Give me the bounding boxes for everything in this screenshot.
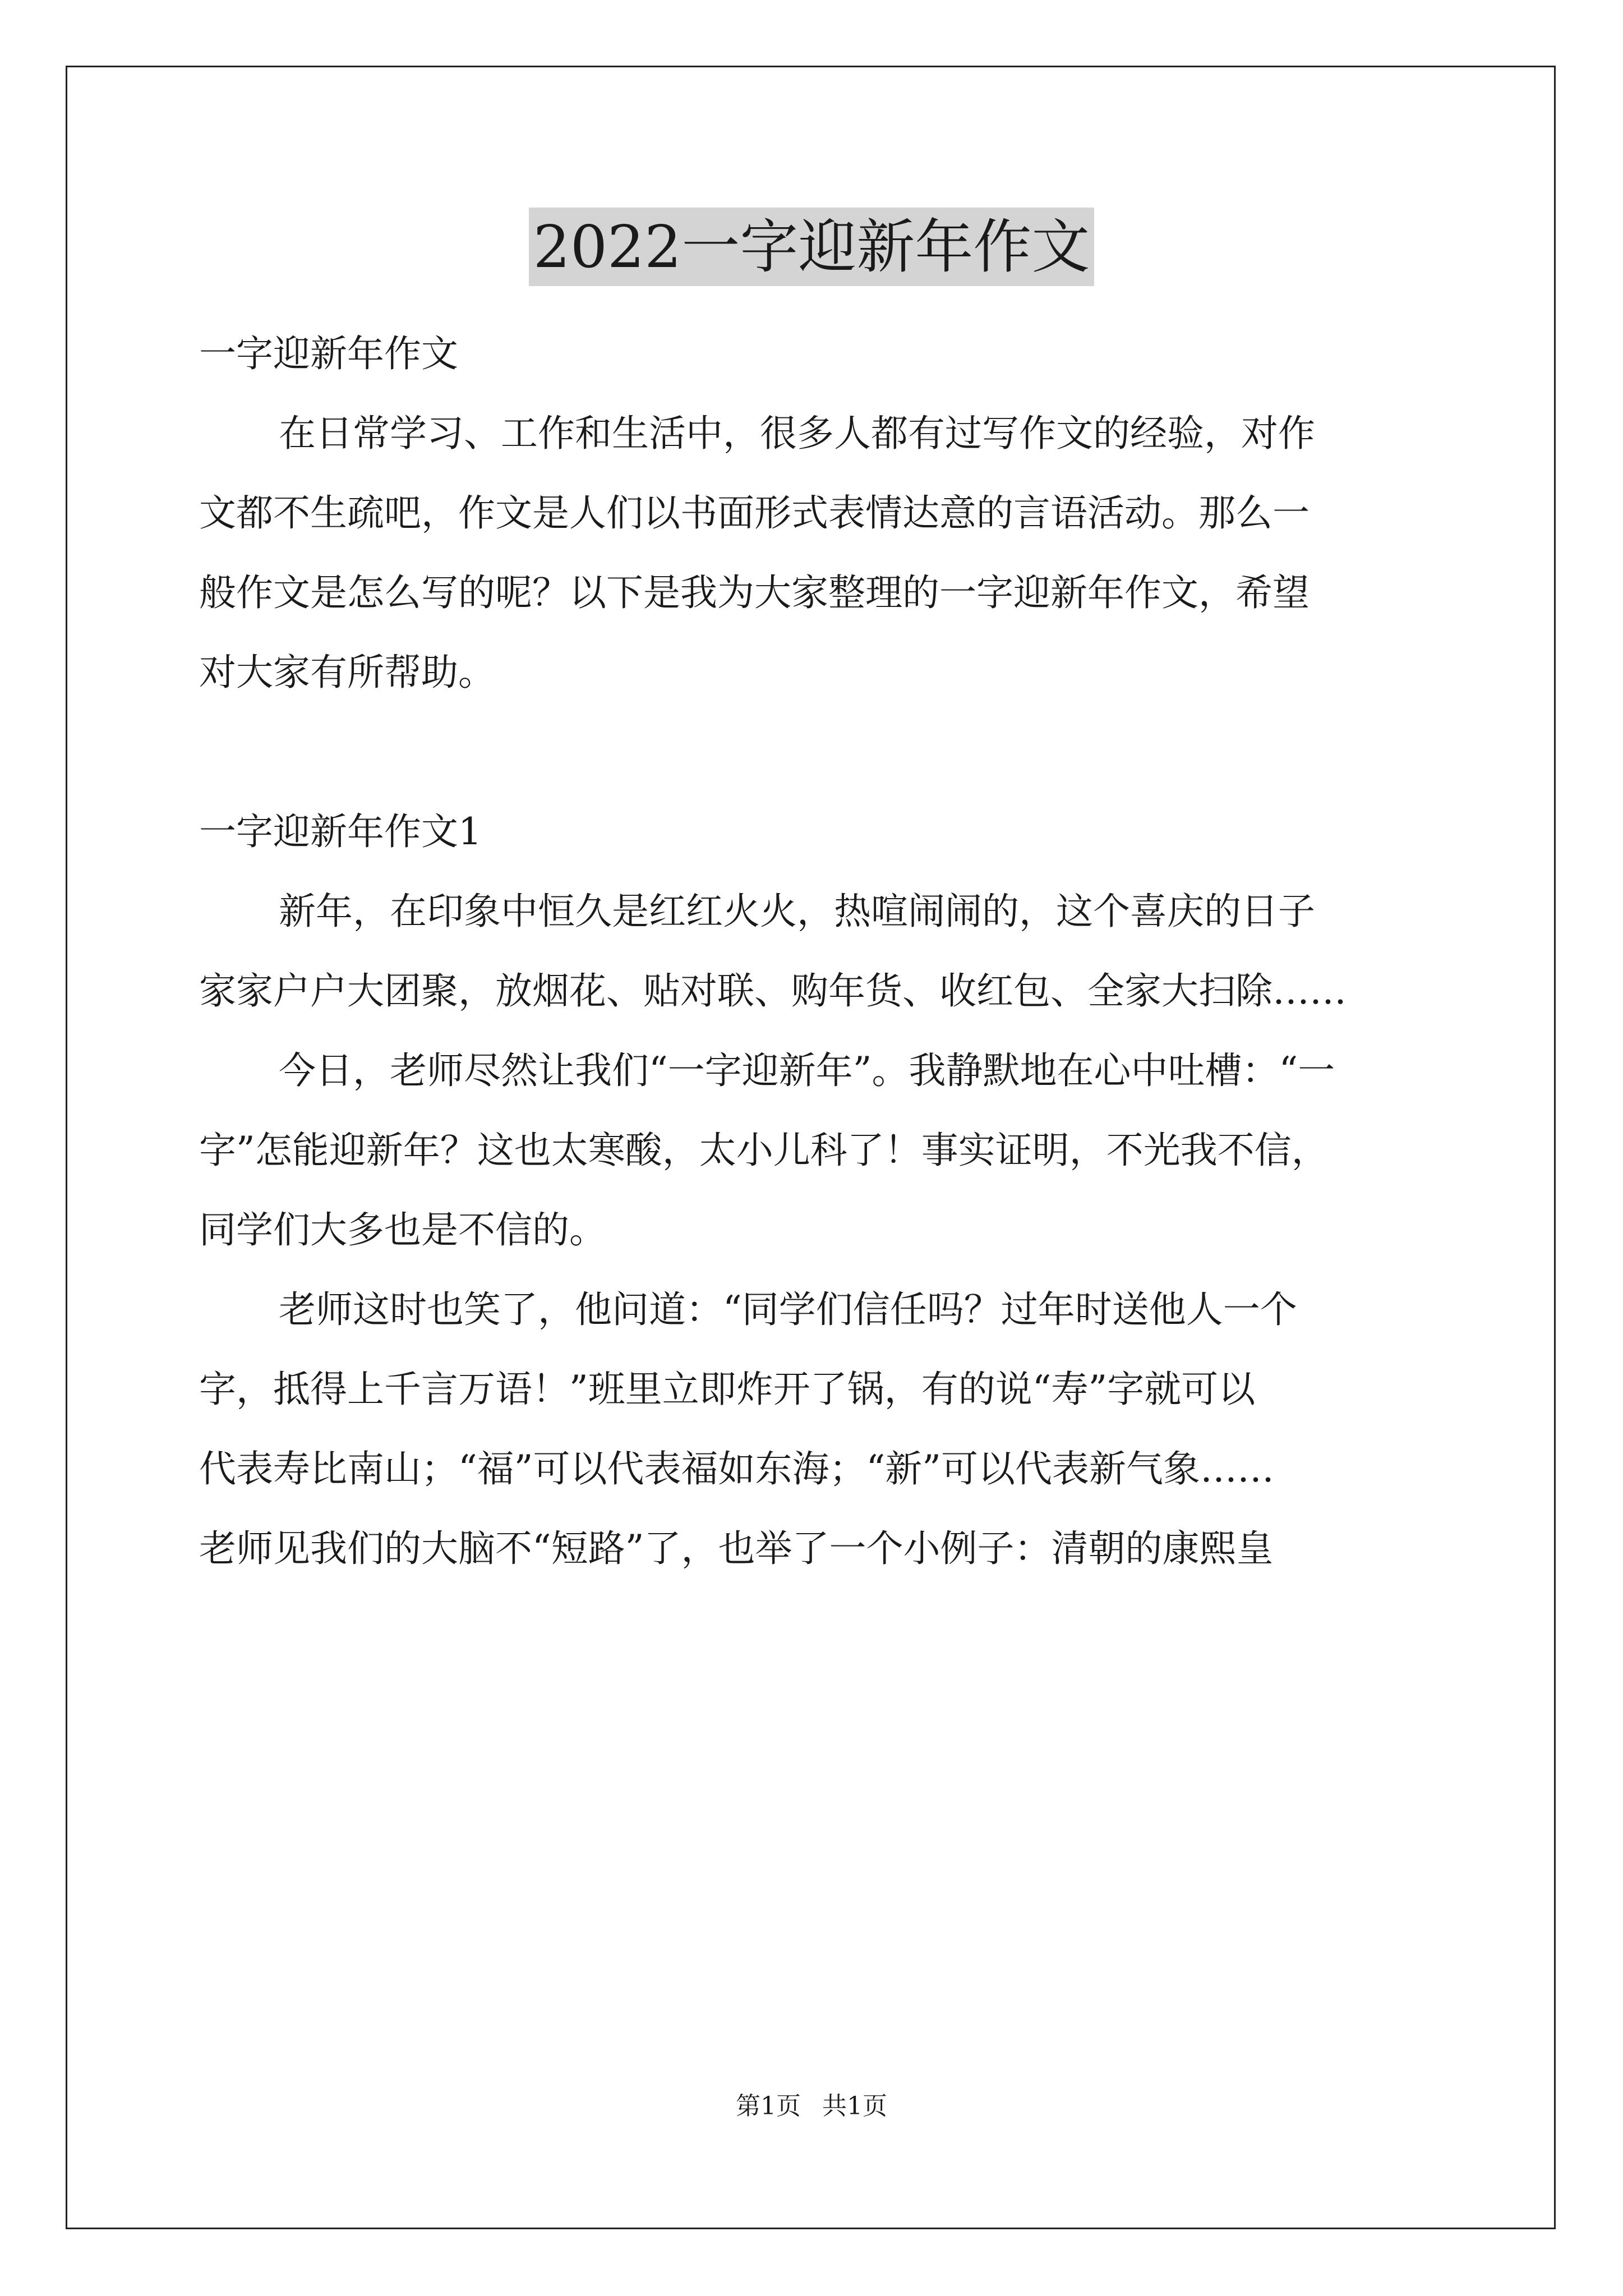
paragraph-line: 般作文是怎么写的呢？以下是我为大家整理的一字迎新年作文，希望 bbox=[199, 571, 1310, 614]
paragraph-line: 新年，在印象中恒久是红红火火，热喧闹闹的，这个喜庆的日子 bbox=[279, 890, 1315, 933]
title-container bbox=[0, 208, 1623, 286]
paragraph-line: 家家户户大团聚，放烟花、贴对联、购年货、收红包、全家大扫除…… bbox=[199, 969, 1347, 1013]
document-title: 2022一字迎新年作文 bbox=[529, 208, 1095, 286]
section-heading: 一字迎新年作文 bbox=[199, 332, 458, 375]
page-total: 共1页 bbox=[822, 2092, 887, 2120]
page-number: 第1页 bbox=[736, 2092, 801, 2120]
section-heading: 一字迎新年作文1 bbox=[199, 810, 482, 853]
paragraph-line: 今日，老师尽然让我们“一字迎新年”。我静默地在心中吐槽：“一 bbox=[279, 1049, 1335, 1092]
paragraph-line: 代表寿比南山；“福”可以代表福如东海；“新”可以代表新气象…… bbox=[199, 1447, 1274, 1490]
page-footer bbox=[0, 2090, 1623, 2123]
paragraph-line: 文都不生疏吧，作文是人们以书面形式表情达意的言语活动。那么一 bbox=[199, 491, 1310, 535]
paragraph-line: 老师见我们的大脑不“短路”了，也举了一个小例子：清朝的康熙皇 bbox=[199, 1527, 1274, 1570]
paragraph-line: 字”怎能迎新年？这也太寒酸，太小儿科了！事实证明，不光我不信， bbox=[199, 1129, 1329, 1172]
document-body bbox=[199, 314, 1427, 1589]
paragraph-line: 字，抵得上千言万语！”班里立即炸开了锅，有的说“寿”字就可以 bbox=[199, 1368, 1256, 1411]
paragraph-line: 对大家有所帮助。 bbox=[199, 651, 495, 694]
paragraph-line: 在日常学习、工作和生活中，很多人都有过写作文的经验，对作 bbox=[279, 412, 1315, 455]
paragraph-line: 同学们大多也是不信的。 bbox=[199, 1208, 606, 1251]
paragraph-line: 老师这时也笑了，他问道：“同学们信任吗？过年时送他人一个 bbox=[279, 1288, 1297, 1331]
blank-line bbox=[199, 712, 1427, 792]
